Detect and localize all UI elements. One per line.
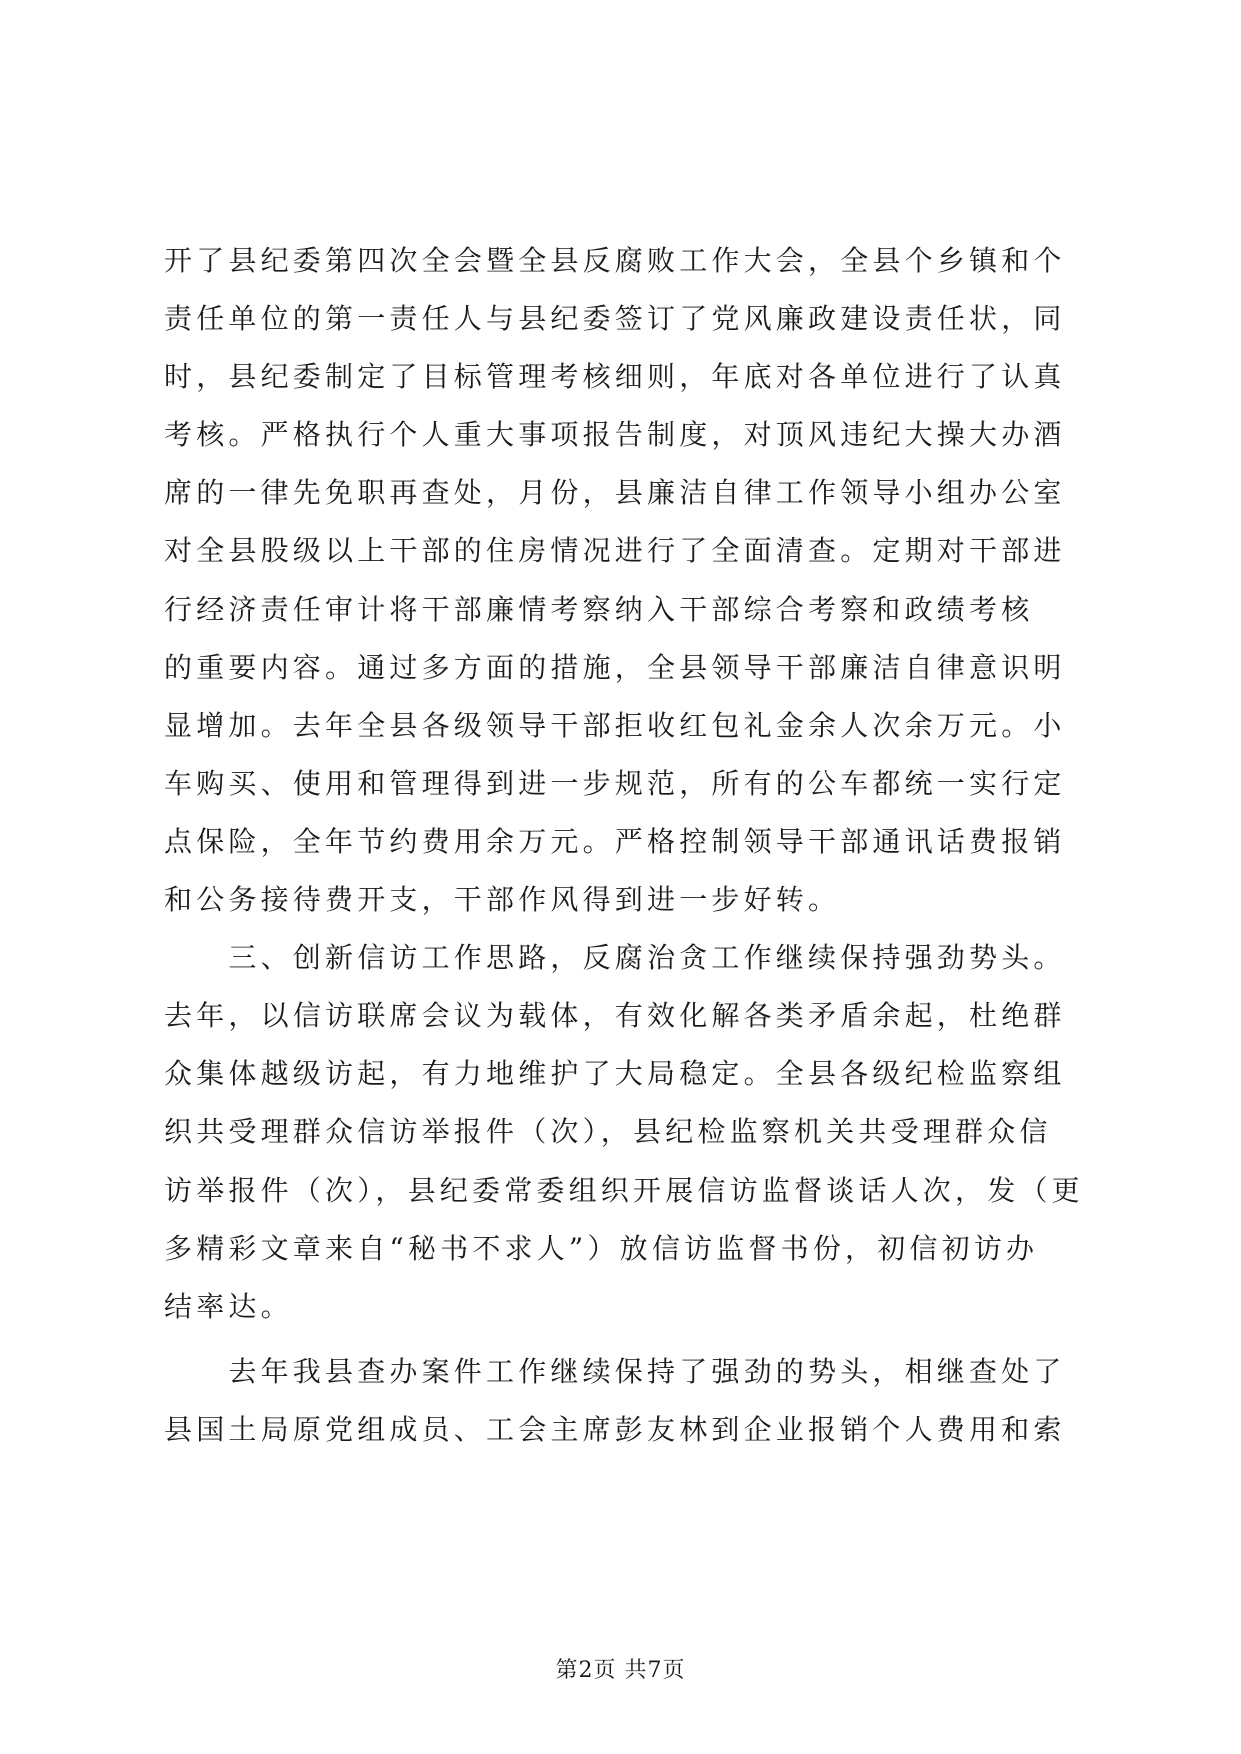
text-line: 和公务接待费开支，干部作风得到进一步好转。	[164, 883, 841, 917]
body-text	[164, 232, 1084, 1459]
text-line: 考核。严格执行个人重大事项报告制度，对顶风违纪大操大办酒	[164, 418, 1066, 452]
text-line: 访举报件（次），县纪委常委组织开展信访监督谈话人次，发（更	[164, 1173, 1084, 1207]
text-line: 时，县纪委制定了目标管理考核细则，年底对各单位进行了认真	[164, 360, 1066, 394]
text-line: 车购买、使用和管理得到进一步规范，所有的公车都统一实行定	[164, 766, 1066, 800]
section-heading-line: 三、创新信访工作思路，反腐治贪工作继续保持强劲势头。	[164, 941, 1066, 975]
text-line: 责任单位的第一责任人与县纪委签订了党风廉政建设责任状，同	[164, 302, 1066, 336]
text-line: 结率达。	[164, 1289, 293, 1323]
text-line: 多精彩文章来自“秘书不求人”）放信访监督书份，初信初访办	[164, 1231, 1039, 1265]
text-line: 席的一律先免职再查处，月份，县廉洁自律工作领导小组办公室	[164, 476, 1066, 510]
text-line: 县国土局原党组成员、工会主席彭友林到企业报销个人费用和索	[164, 1412, 1066, 1446]
text-line: 开了县纪委第四次全会暨全县反腐败工作大会，全县个乡镇和个	[164, 244, 1066, 277]
text-line: 众集体越级访起，有力地维护了大局稳定。全县各级纪检监察组	[164, 1057, 1066, 1091]
text-line: 织共受理群众信访举报件（次），县纪检监察机关共受理群众信	[164, 1115, 1052, 1149]
text-line: 显增加。去年全县各级领导干部拒收红包礼金余人次余万元。小	[164, 708, 1066, 742]
text-line: 去年，以信访联席会议为载体，有效化解各类矛盾余起，杜绝群	[164, 999, 1066, 1033]
paragraph-start-line: 去年我县查办案件工作继续保持了强劲的势头，相继查处了	[164, 1354, 1066, 1388]
text-line: 点保险，全年节约费用余万元。严格控制领导干部通讯话费报销	[164, 824, 1066, 858]
page-footer: 第2页 共7页	[555, 1658, 686, 1683]
text-line: 的重要内容。通过多方面的措施，全县领导干部廉洁自律意识明	[164, 650, 1066, 684]
text-line: 行经济责任审计将干部廉情考察纳入干部综合考察和政绩考核	[164, 592, 1034, 626]
text-line: 对全县股级以上干部的住房情况进行了全面清查。定期对干部进	[164, 534, 1066, 568]
